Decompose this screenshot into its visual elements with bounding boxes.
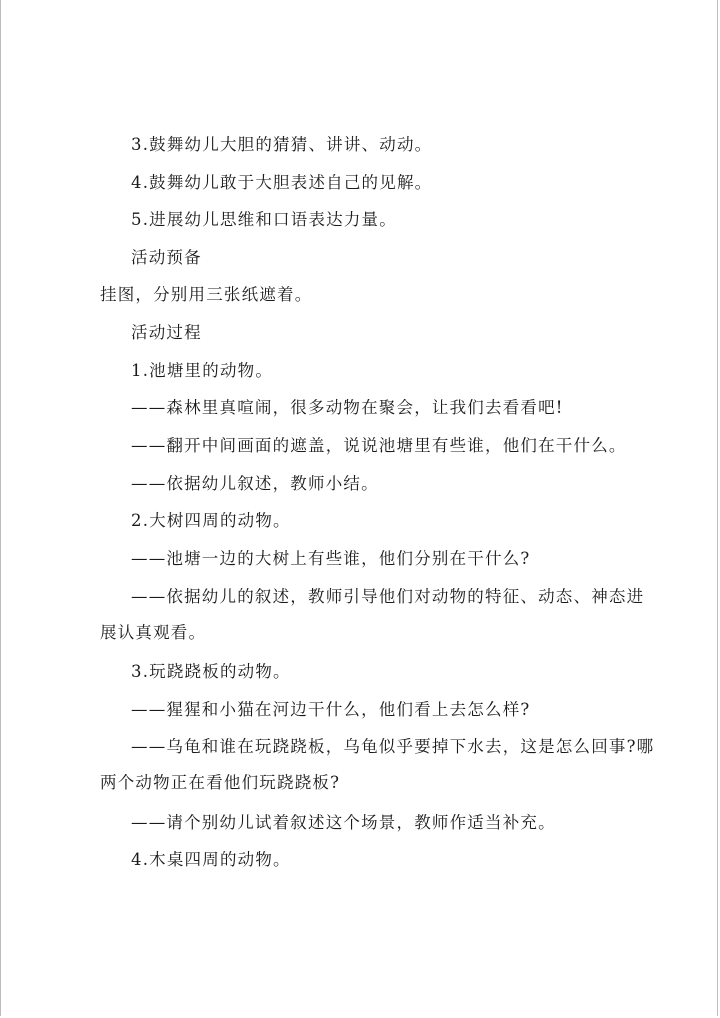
step-2-item-2: ——依据幼儿的叙述，教师引导他们对动物的特征、动态、神态进展认真观看。 xyxy=(100,587,645,642)
step-1-item-2: ——翻开中间画面的遮盖，说说池塘里有些谁，他们在干什么。 xyxy=(131,436,627,455)
step-2-heading: 2.大树四周的动物。 xyxy=(131,511,291,530)
step-1-item-1: ——森林里真喧闹，很多动物在聚会，让我们去看看吧! xyxy=(131,398,564,417)
section-heading-process: 活动过程 xyxy=(131,323,202,342)
step-3-heading: 3.玩跷跷板的动物。 xyxy=(131,662,291,681)
step-3-item-1: ——猩猩和小猫在河边干什么，他们看上去怎么样? xyxy=(131,700,531,719)
step-1-item-3: ——依据幼儿叙述，教师小结。 xyxy=(131,474,379,493)
goal-3: 3.鼓舞幼儿大胆的猜猜、讲讲、动动。 xyxy=(131,135,433,154)
step-2-item-1: ——池塘一边的大树上有些谁，他们分别在干什么? xyxy=(131,549,531,568)
step-1-heading: 1.池塘里的动物。 xyxy=(131,361,274,380)
preparation-text: 挂图，分别用三张纸遮着。 xyxy=(100,285,313,304)
step-3-item-2: ——乌龟和谁在玩跷跷板，乌龟似乎要掉下水去，这是怎么回事?哪两个动物正在看他们玩跷跷板? xyxy=(100,737,655,792)
step-4-heading: 4.木桌四周的动物。 xyxy=(131,850,291,869)
goal-4: 4.鼓舞幼儿敢于大胆表述自己的见解。 xyxy=(131,173,433,192)
step-3-item-3: ——请个别幼儿试着叙述这个场景，教师作适当补充。 xyxy=(131,813,556,832)
goal-5: 5.进展幼儿思维和口语表达力量。 xyxy=(131,210,397,229)
section-heading-preparation: 活动预备 xyxy=(131,248,202,267)
